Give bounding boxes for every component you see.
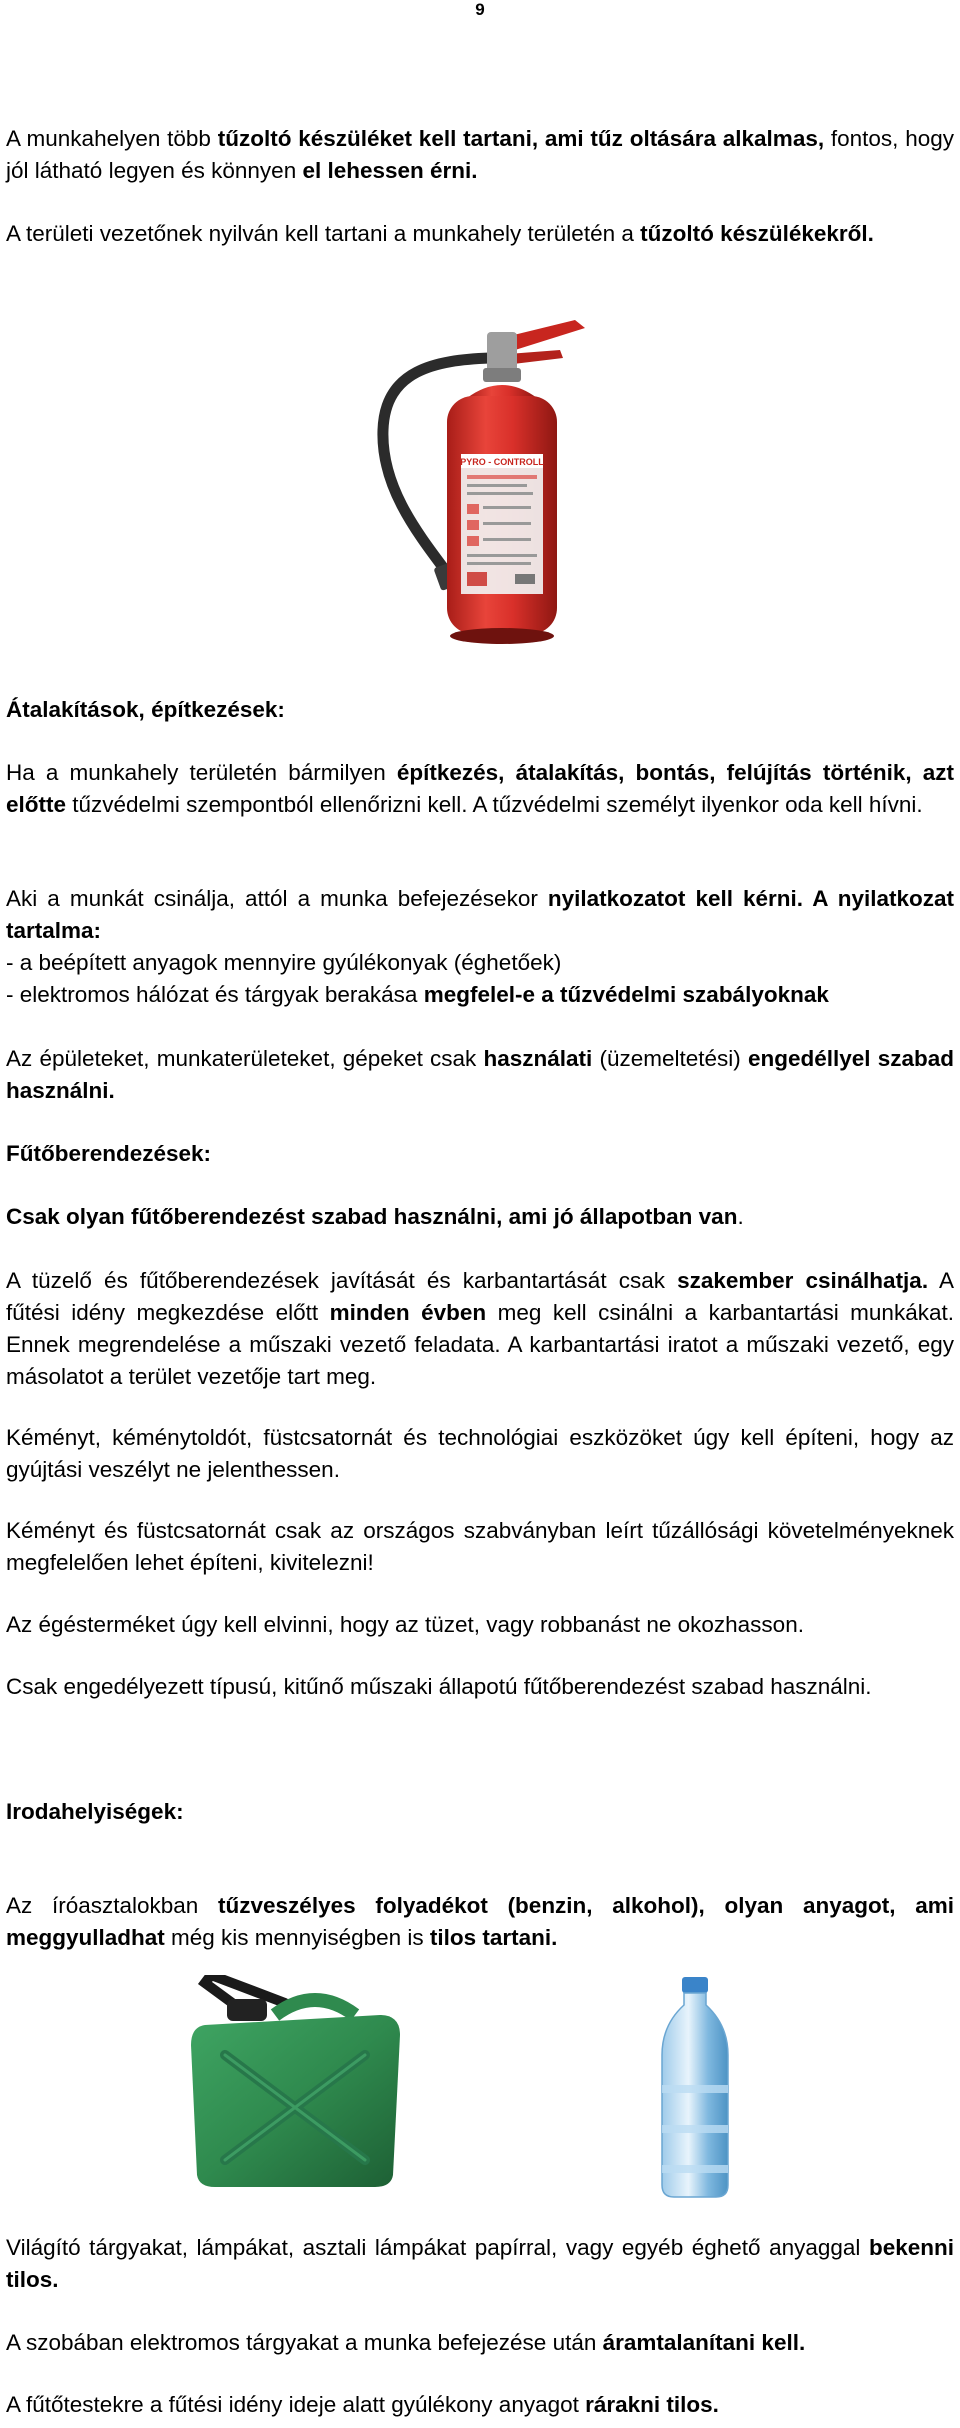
emphasis: megfelel-e a tűzvédelmi szabályoknak bbox=[423, 982, 829, 1007]
text: A szobában elektromos tárgyakat a munka befejezése után bbox=[6, 2330, 603, 2355]
heading-offices bbox=[6, 1796, 954, 1828]
paragraph-declaration bbox=[6, 883, 954, 1011]
heading-renovations bbox=[6, 694, 954, 726]
text: A fűtési idény megkezdése előtt bbox=[6, 1268, 954, 1325]
emphasis: engedéllyel szabad használni. bbox=[6, 1046, 954, 1103]
paragraph-lamp-covering bbox=[6, 2232, 954, 2296]
paragraph-heating-condition bbox=[6, 1201, 954, 1233]
paragraph-chimney-build bbox=[6, 1422, 954, 1486]
paragraph-radiators bbox=[6, 2389, 954, 2421]
paragraph-combustion-products bbox=[6, 1609, 954, 1641]
paragraph-unplug bbox=[6, 2327, 954, 2359]
fire-extinguisher-image bbox=[375, 310, 605, 650]
paragraph-chimney-standard bbox=[6, 1515, 954, 1579]
emphasis: el lehessen érni. bbox=[302, 158, 478, 183]
paragraph-renovation-check bbox=[6, 757, 954, 821]
text: Aki a munkát csinálja, attól a munka befejezésekor bbox=[6, 886, 548, 911]
paragraph-flammable-storage bbox=[6, 1890, 954, 1954]
paragraph-extinguisher-registry bbox=[6, 218, 954, 250]
paragraph-approved-heaters bbox=[6, 1671, 954, 1703]
heading-text: Irodahelyiségek: bbox=[6, 1799, 184, 1824]
text: Világító tárgyakat, lámpákat, asztali lámpákat papírral, vagy egyéb éghető anyaggal bbox=[6, 2235, 869, 2260]
text: A tüzelő és fűtőberendezések javítását és karbantartását csak bbox=[6, 1268, 678, 1293]
emphasis: rárakni tilos. bbox=[585, 2392, 719, 2417]
text: még kis mennyiségben is bbox=[164, 1925, 430, 1950]
text: Ha a munkahely területén bármilyen bbox=[6, 760, 397, 785]
text: Csak engedélyezett típusú, kitűnő műszaki állapotú fűtőberendezést szabad használni. bbox=[6, 1674, 872, 1699]
emphasis: használati bbox=[483, 1046, 593, 1071]
emphasis: Csak olyan fűtőberendezést szabad használni, ami jó állapotban van bbox=[6, 1204, 738, 1229]
list-item: - elektromos hálózat és tárgyak berakása bbox=[6, 982, 424, 1007]
emphasis: áramtalanítani kell. bbox=[602, 2330, 806, 2355]
text: Kéményt és füstcsatornát csak az országos szabványban leírt tűzállósági követelményeknek megfelelően lehet építeni, kivitelezni! bbox=[6, 1518, 954, 1575]
emphasis: építkezés, átalakítás, bontás, felújítás történik, azt előtte bbox=[6, 760, 954, 817]
emphasis: tilos tartani. bbox=[429, 1925, 558, 1950]
text: . bbox=[737, 1204, 744, 1229]
text: Az épületeket, munkaterületeket, gépeket csak bbox=[6, 1046, 484, 1071]
text: Kéményt, kéménytoldót, füstcsatornát és technológiai eszközöket úgy kell építeni, hogy az gyújtási veszélyt ne jelenthessen. bbox=[6, 1425, 954, 1482]
emphasis: tűzoltó készüléket kell tartani, ami tűz oltására alkalmas, bbox=[217, 126, 825, 151]
emphasis: tűzoltó készülékekről. bbox=[640, 221, 874, 246]
paragraph-usage-permit bbox=[6, 1043, 954, 1107]
emphasis: minden évben bbox=[329, 1300, 487, 1325]
heading-text: Fűtőberendezések: bbox=[6, 1141, 212, 1166]
text: fontos, hogy jól látható legyen és könnyen bbox=[6, 126, 954, 183]
heading-text: Átalakítások, építkezések: bbox=[6, 697, 285, 722]
emphasis: tűzveszélyes folyadékot (benzin, alkohol), olyan anyagot, ami meggyulladhat bbox=[6, 1893, 954, 1950]
paragraph-heating-maintenance bbox=[6, 1265, 954, 1393]
text: (üzemeltetési) bbox=[592, 1046, 748, 1071]
paragraph-extinguisher-requirement bbox=[6, 123, 954, 187]
water-bottle-image bbox=[640, 1975, 750, 2200]
text: A területi vezetőnek nyilván kell tartani a munkahely területén a bbox=[6, 221, 641, 246]
fuel-canister-image bbox=[165, 1975, 425, 2195]
heading-heating bbox=[6, 1138, 954, 1170]
text: tűzvédelmi szempontból ellenőrizni kell. A tűzvédelmi személyt ilyenkor oda kell hívni. bbox=[66, 792, 923, 817]
text: A fűtőtestekre a fűtési idény ideje alatt gyúlékony anyagot bbox=[6, 2392, 586, 2417]
emphasis: nyilatkozatot kell kérni. A nyilatkozat tartalma: bbox=[6, 886, 955, 943]
list-item: - a beépített anyagok mennyire gyúlékonyak (éghetőek) bbox=[6, 950, 562, 975]
emphasis: szakember csinálhatja. bbox=[677, 1268, 929, 1293]
text: Az égésterméket úgy kell elvinni, hogy az tüzet, vagy robbanást ne okozhasson. bbox=[6, 1612, 804, 1637]
emphasis: bekenni tilos. bbox=[6, 2235, 954, 2292]
page-number: 9 bbox=[475, 0, 485, 19]
text: meg kell csinálni a karbantartási munkákat. Ennek megrendelése a műszaki vezető feladata. A karbantartási iratot a műszaki vezető, egy másolatot a terület vezetője tart meg. bbox=[6, 1300, 954, 1389]
text: Az íróasztalokban bbox=[6, 1893, 219, 1918]
text: A munkahelyen több bbox=[6, 126, 218, 151]
extinguisher-label: PYRO - CONTROLL bbox=[460, 457, 544, 467]
